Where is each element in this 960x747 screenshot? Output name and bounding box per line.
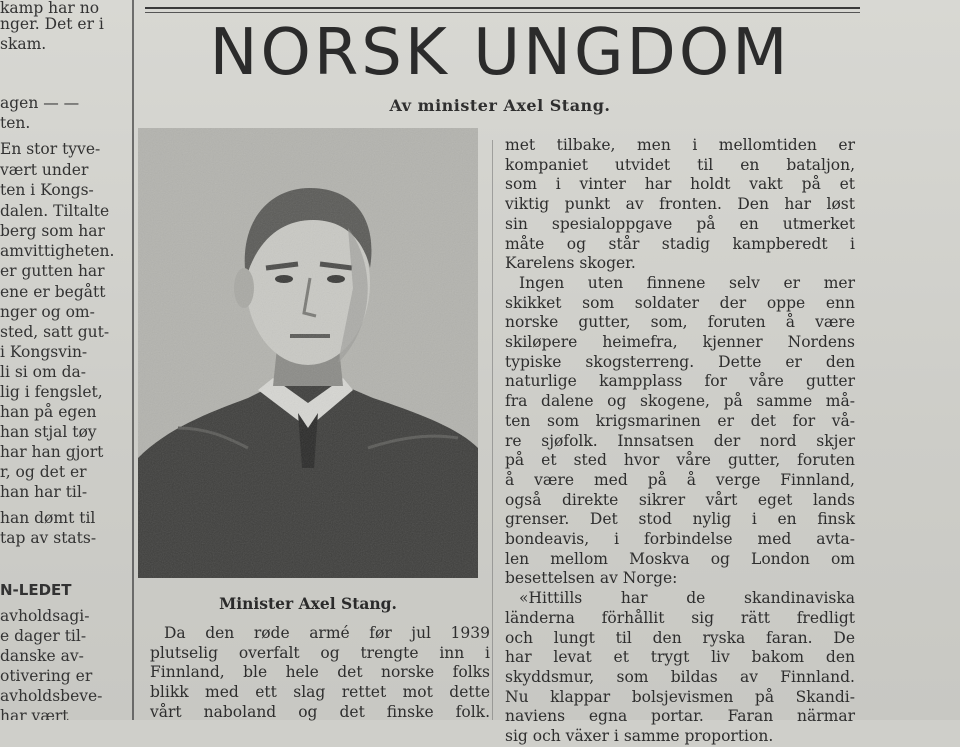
- article-headline: NORSK UNGDOM: [209, 16, 791, 90]
- body-line: bondeavis, i forbindelse med avta-: [505, 530, 855, 549]
- body-line: norske gutter, som, foruten å være: [505, 313, 855, 332]
- adjacent-column-line: ten.: [0, 114, 31, 132]
- adjacent-column-line: dalen. Tiltalte: [0, 202, 110, 220]
- body-line: len mellom Moskva og London om: [505, 549, 855, 568]
- body-line: naturlige kampplass for våre gutter: [505, 372, 855, 391]
- body-line: «Hittills har de skandinaviska: [519, 589, 855, 608]
- adjacent-column-line: sted, satt gut-: [0, 323, 110, 341]
- adjacent-column-line: r, og det er: [0, 463, 87, 481]
- body-line: fra dalene og skogene, på samme må-: [505, 392, 855, 411]
- portrait-photo: [138, 128, 478, 578]
- body-line: besettelsen av Norge:: [505, 569, 678, 588]
- article-byline: Av minister Axel Stang.: [389, 96, 611, 115]
- body-line: også direkte sikrer vårt eget lands: [505, 490, 855, 509]
- body-line: skiløpere heimefra, kjenner Nordens: [505, 333, 855, 352]
- adjacent-column-line: berg som har: [0, 222, 105, 240]
- adjacent-column-line: han dømt til: [0, 509, 96, 527]
- adjacent-column-line: tap av stats-: [0, 529, 97, 547]
- body-line: å være med på å verge Finnland,: [505, 470, 855, 489]
- adjacent-column-line: kamp har no: [0, 0, 100, 17]
- body-line: typiske skogsterreng. Dette er den: [505, 352, 855, 371]
- adjacent-column-line: er gutten har: [0, 262, 105, 280]
- body-line: skikket som soldater der oppe enn: [505, 293, 855, 312]
- adjacent-column: [0, 0, 128, 720]
- body-line: som i vinter har holdt vakt på et: [505, 175, 855, 194]
- column-rule: [492, 140, 493, 720]
- adjacent-column-line: ten i Kongs-: [0, 181, 94, 199]
- body-line: viktig punkt av fronten. Den har løst: [505, 195, 855, 214]
- photo-caption: Minister Axel Stang.: [219, 594, 397, 613]
- adjacent-column-line: han på egen: [0, 403, 97, 421]
- body-line: plutselig overfalt og trengte inn i: [150, 643, 490, 662]
- body-line: länderna förhållit sig rätt fredligt: [505, 608, 855, 627]
- body-line: Ingen uten finnene selv er mer: [519, 273, 855, 292]
- adjacent-column-line: danske av-: [0, 647, 84, 665]
- adjacent-column-line: han har til-: [0, 483, 88, 501]
- adjacent-column-line: avholdsbeve-: [0, 687, 103, 705]
- body-line: Da den røde armé før jul 1939: [164, 624, 490, 642]
- body-line: Nu klappar bolsjevismen på Skandi-: [505, 687, 855, 706]
- adjacent-column-line: otivering er: [0, 667, 93, 685]
- body-line: Finnland, ble hele det norske folks: [150, 663, 490, 682]
- adjacent-column-line: skam.: [0, 35, 47, 53]
- article-body-right: [505, 136, 855, 747]
- adjacent-column-line: i Kongsvin-: [0, 343, 88, 361]
- body-line: re sjøfolk. Innsatsen der nord skjer: [505, 431, 855, 450]
- adjacent-column-line: En stor tyve-: [0, 140, 101, 158]
- adjacent-column-line: nger. Det er i: [0, 15, 104, 33]
- adjacent-column-line: avholdsagi-: [0, 607, 90, 625]
- body-line: kompaniet utvidet til en bataljon,: [505, 155, 855, 174]
- adjacent-column-line: nger og om-: [0, 303, 95, 321]
- adjacent-column-line: agen — —: [0, 94, 80, 112]
- adjacent-column-line: amvittigheten.: [0, 242, 115, 260]
- column-divider: [132, 0, 134, 720]
- body-line: och lungt til den ryska faran. De: [505, 628, 855, 647]
- body-line: Karelens skoger.: [505, 254, 636, 273]
- body-line: blikk med ett slag rettet mot dette: [150, 683, 490, 702]
- top-rule-thin: [145, 12, 860, 13]
- body-line: skyddsmur, som bildas av Finnland.: [505, 667, 855, 686]
- body-line: ten som krigsmarinen er det for vå-: [505, 411, 855, 430]
- body-line: sig och växer i samme proportion.: [505, 727, 774, 746]
- adjacent-column-line: har han gjort: [0, 443, 104, 461]
- adjacent-column-line: N-LEDET: [0, 581, 72, 599]
- body-line: på et sted hvor våre gutter, foruten: [505, 451, 855, 470]
- adjacent-column-line: har vært: [0, 707, 69, 720]
- body-line: vårt naboland og det finske folk.: [150, 702, 490, 721]
- body-line: har levat et trygt liv bakom den: [505, 648, 855, 667]
- body-line: met tilbake, men i mellomtiden er: [505, 136, 855, 154]
- body-line: sin spesialoppgave på en utmerket: [505, 214, 855, 233]
- adjacent-column-line: e dager til-: [0, 627, 87, 645]
- adjacent-column-line: ene er begått: [0, 283, 106, 301]
- body-line: måte og står stadig kampberedt i: [505, 234, 855, 253]
- article-body-left: [150, 624, 490, 723]
- top-rule: [145, 7, 860, 9]
- adjacent-column-line: lig i fengslet,: [0, 383, 103, 401]
- adjacent-column-line: han stjal tøy: [0, 423, 97, 441]
- body-line: grenser. Det stod nylig i en finsk: [505, 510, 855, 529]
- adjacent-column-line: vært under: [0, 161, 89, 179]
- body-line: naviens egna portar. Faran närmar: [505, 707, 855, 726]
- adjacent-column-line: li si om da-: [0, 363, 87, 381]
